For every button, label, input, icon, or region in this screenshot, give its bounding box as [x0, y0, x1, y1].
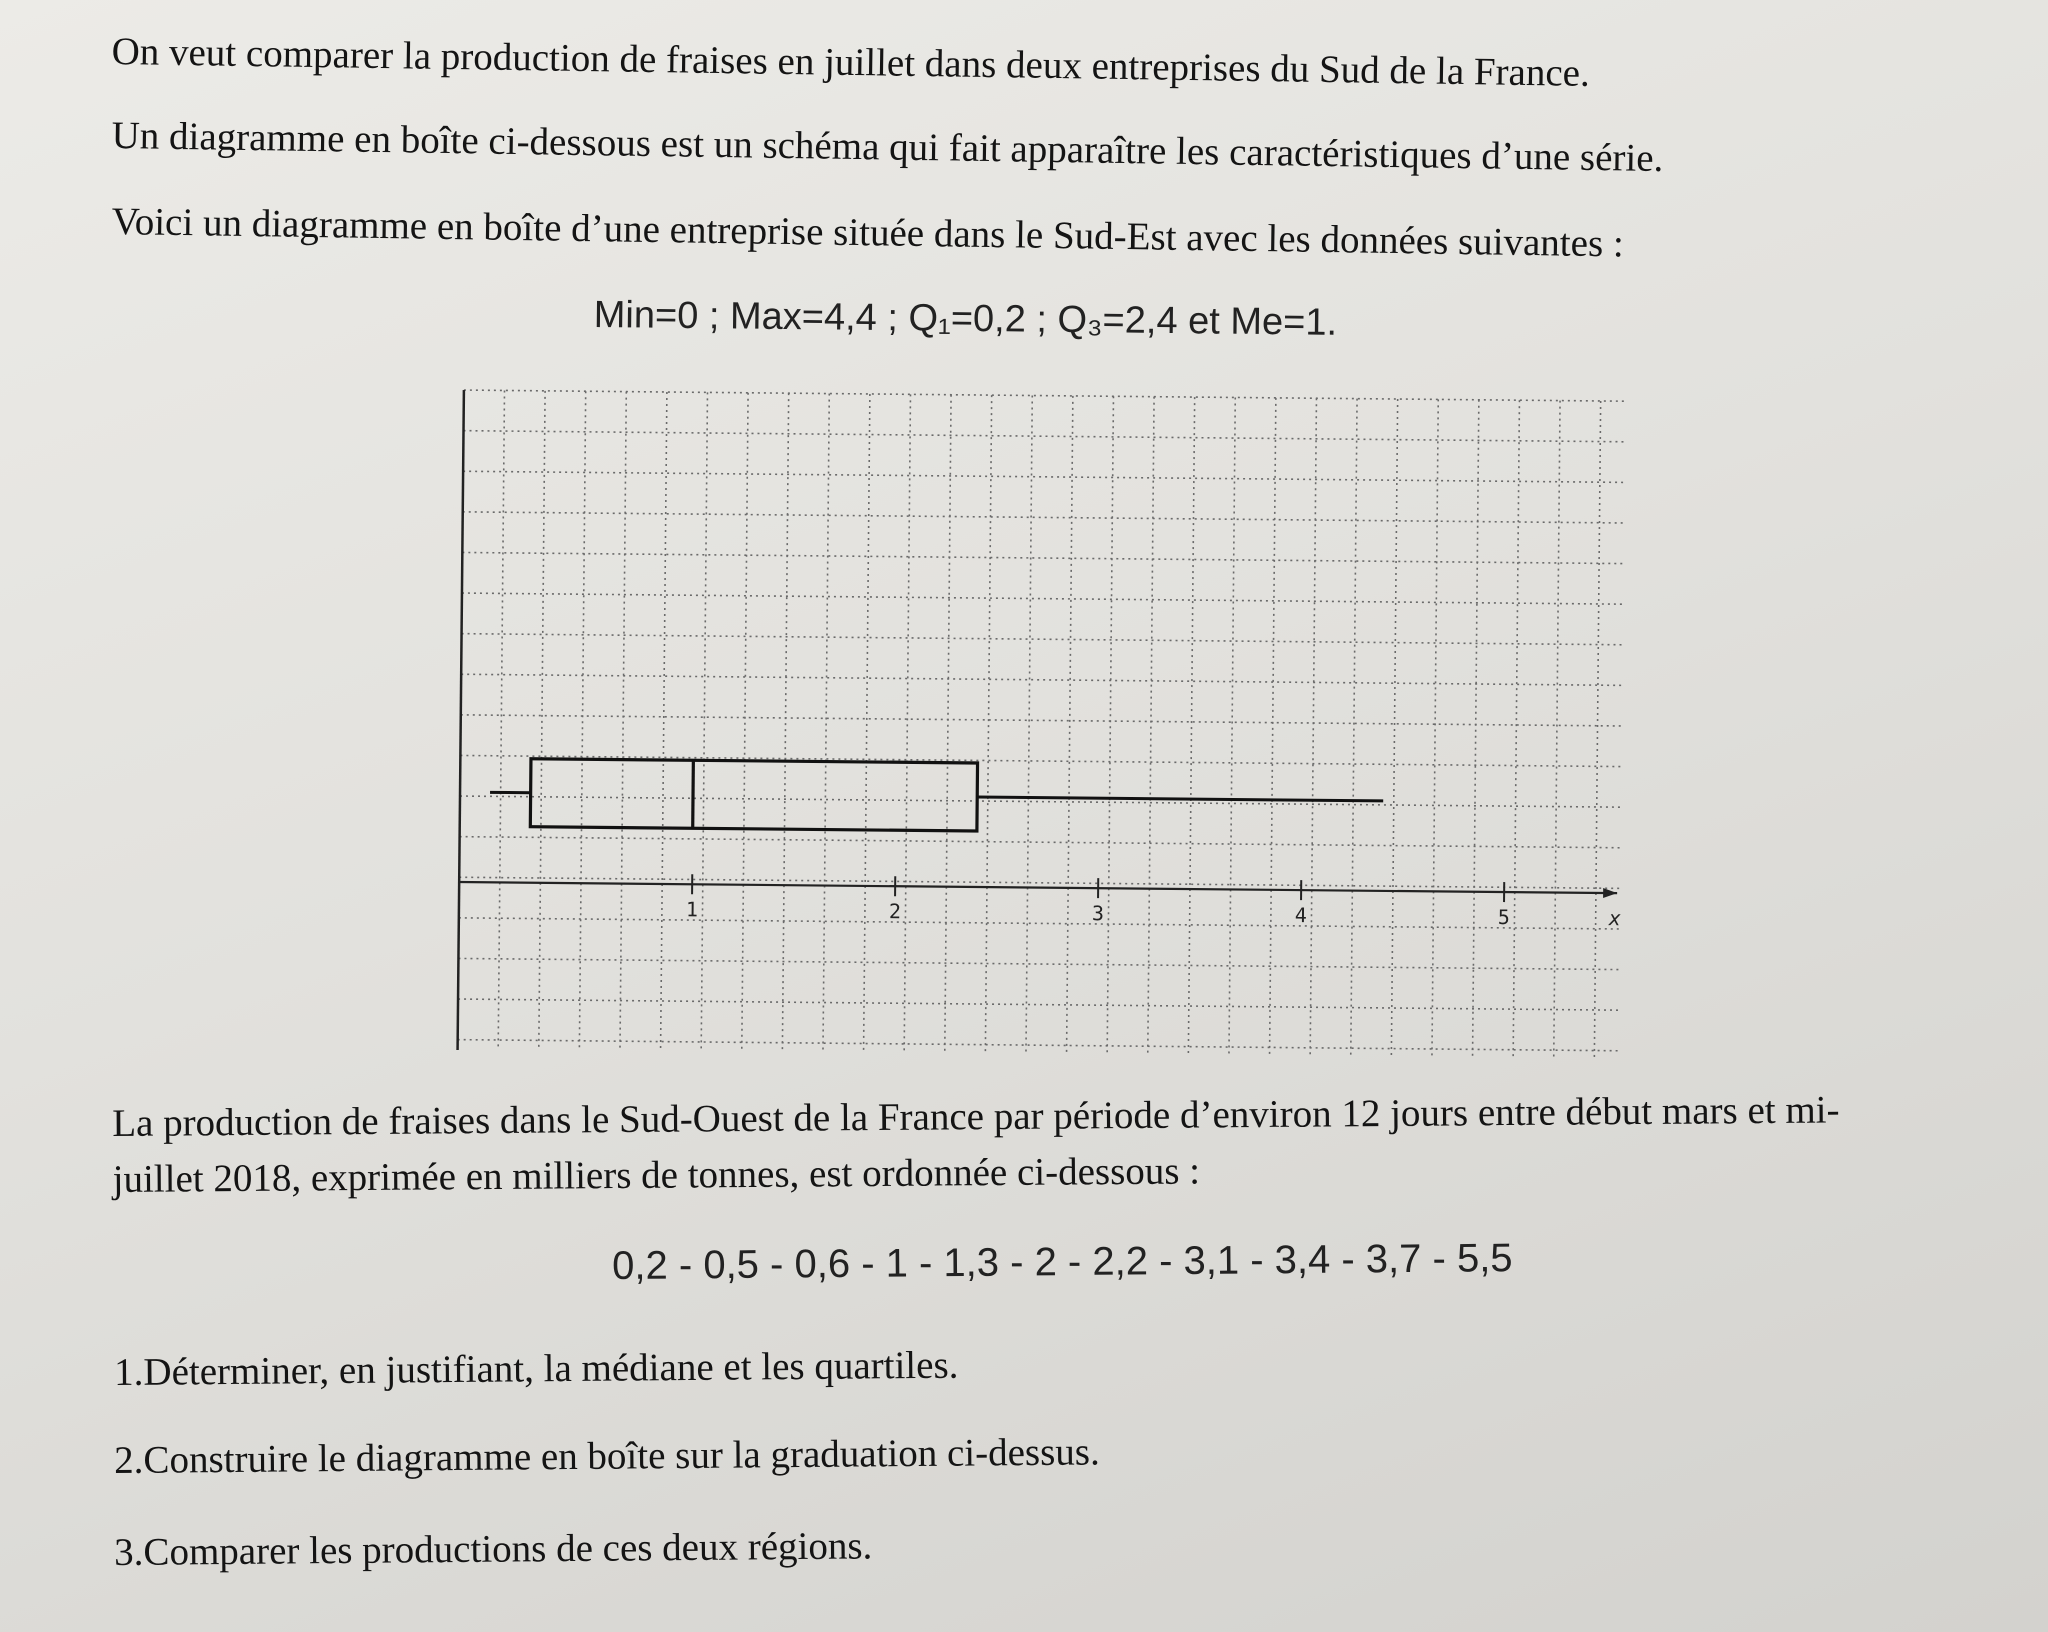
southwest-text: La production de fraises dans le Sud-Ouest de la France par période d’environ 12 jours entre début mars et mi-juillet 2018, exprimée en milliers de tonnes, est ordonnée ci-dessous :	[112, 1088, 1840, 1201]
grid-vline	[985, 395, 991, 1055]
grid-vline	[1229, 397, 1235, 1057]
grid-hline	[464, 431, 1628, 442]
boxplot-svg	[451, 380, 1637, 1071]
intro-line-1: On veut comparer la production de fraises en juillet dans deux entreprises du Sud de la France.	[111, 29, 1591, 95]
grid-vline	[701, 392, 707, 1052]
grid-vline	[620, 392, 626, 1052]
x-tick-label: 5	[1497, 905, 1511, 930]
grid-vline	[579, 391, 585, 1051]
grid-hline	[462, 634, 1626, 645]
grid-vline	[945, 395, 951, 1055]
grid-vline	[1513, 400, 1519, 1060]
grid-vline	[1310, 398, 1316, 1058]
grid-hline	[458, 999, 1622, 1010]
x-tick-label: 1	[685, 897, 699, 922]
production-series: 0,2 - 0,5 - 0,6 - 1 - 1,3 - 2 - 2,2 - 3,1 - 3,4 - 3,7 - 5,5	[612, 1236, 1513, 1288]
grid-vline	[1188, 397, 1194, 1057]
grid-hline	[463, 471, 1627, 482]
grid-vline	[1473, 400, 1479, 1060]
median-line	[693, 760, 694, 828]
x-tick-label: 4	[1294, 903, 1308, 928]
grid-vline	[864, 394, 870, 1054]
grid-vline	[742, 393, 748, 1053]
grid-vline	[782, 393, 788, 1053]
left-border	[458, 390, 464, 1050]
x-axis-label: x	[1608, 906, 1622, 931]
grid-vline	[539, 391, 545, 1051]
x-axis-line	[459, 882, 1617, 893]
grid-vline	[1391, 399, 1397, 1059]
grid-hline	[458, 1040, 1622, 1051]
grid-hline	[459, 918, 1623, 929]
grid-vline	[1554, 401, 1560, 1061]
grid-vline	[1351, 399, 1357, 1059]
grid-vline	[1026, 396, 1032, 1056]
axis-arrow	[1603, 888, 1617, 898]
grid-hline	[462, 552, 1626, 563]
x-axis	[459, 872, 1621, 930]
grid-hline	[463, 512, 1627, 523]
grid-vline	[1148, 397, 1154, 1057]
whisker-right	[977, 797, 1383, 801]
grid-vline	[1067, 396, 1073, 1056]
question-1: 1.Déterminer, en justifiant, la médiane et les quartiles.	[114, 1343, 959, 1394]
box-plot	[490, 758, 1384, 835]
grid-vline	[1432, 399, 1438, 1059]
grid-hline	[464, 390, 1628, 401]
grid-vline	[823, 394, 829, 1054]
grid-vline	[498, 390, 504, 1050]
intro-line-2: Un diagramme en boîte ci-dessous est un schéma qui fait apparaître les caractéristiques d’une série.	[111, 113, 1664, 181]
grid-hline	[458, 958, 1622, 969]
grid-hline	[462, 593, 1626, 604]
grid-vline	[1107, 396, 1113, 1056]
grid-vline	[1594, 401, 1600, 1061]
box-rect	[530, 759, 977, 831]
grid-vline	[904, 394, 910, 1054]
grid-hline	[460, 837, 1624, 848]
x-tick-label: 3	[1091, 901, 1105, 926]
grid-hline	[461, 715, 1625, 726]
x-tick-label: 2	[888, 899, 902, 924]
grid-vline	[1270, 398, 1276, 1058]
stats-line: Min=0 ; Max=4,4 ; Q₁=0,2 ; Q₃=2,4 et Me=1.	[593, 294, 1338, 344]
grid-vline	[661, 392, 667, 1052]
grid-hline	[461, 674, 1625, 685]
boxplot-figure	[451, 380, 1637, 1071]
question-3: 3.Comparer les productions de ces deux régions.	[114, 1524, 873, 1574]
intro-line-3: Voici un diagramme en boîte d’une entreprise située dans le Sud-Est avec les données suivantes :	[111, 199, 1625, 266]
question-2: 2.Construire le diagramme en boîte sur la graduation ci-dessus.	[114, 1430, 1100, 1482]
grid-lines	[458, 390, 1628, 1061]
